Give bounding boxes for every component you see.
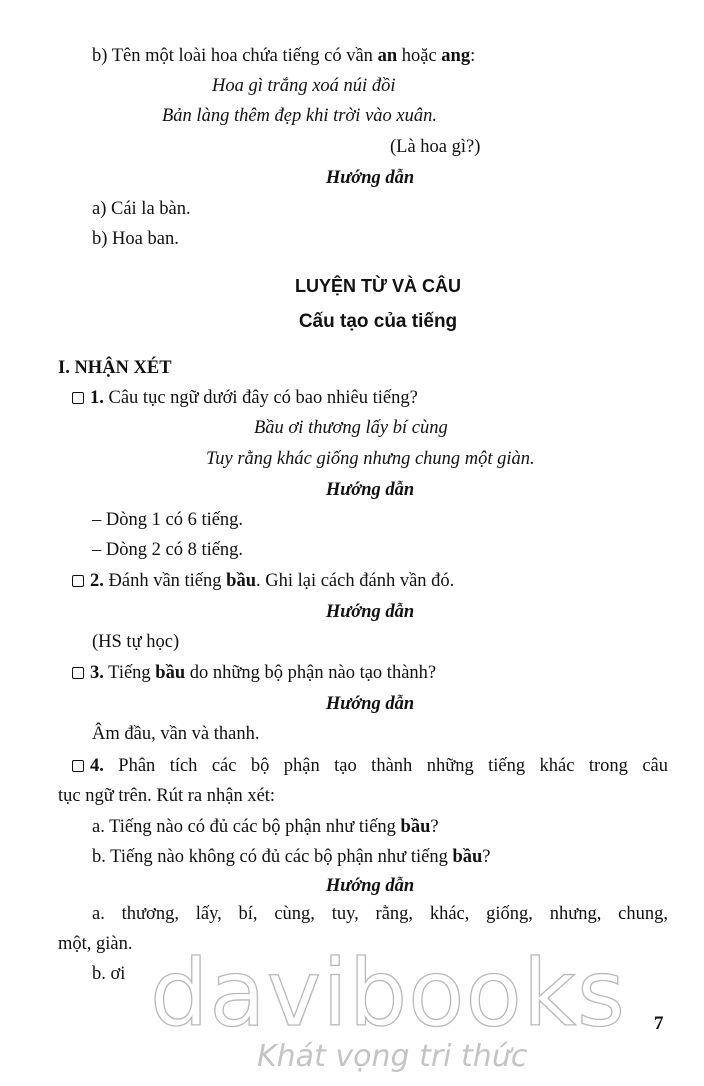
checkbox-icon	[72, 667, 84, 679]
q4-answer-a-line-1: a. thương, lấy, bí, cùng, tuy, rằng, khác, giống, nhưng, chung,	[92, 904, 668, 924]
checkbox-icon	[72, 575, 84, 587]
guide-heading: Hướng dẫn	[325, 694, 415, 714]
watermark-brand: davibooks	[150, 940, 626, 1047]
riddle-line-2: Bản làng thêm đẹp khi trời vào xuân.	[162, 106, 437, 126]
q1-answer-line-2: – Dòng 2 có 8 tiếng.	[92, 540, 244, 560]
answer-b: b) Hoa ban.	[92, 229, 179, 249]
riddle-line-1: Hoa gì trắng xoá núi đồi	[212, 76, 396, 96]
watermark-tagline: Khát vọng tri thức	[257, 1039, 528, 1074]
question-4-line-1: 4. Phân tích các bộ phận tạo thành những tiếng khác trong câu	[72, 754, 668, 778]
q2-answer: (HS tự học)	[92, 632, 180, 652]
verse-line-2: Tuy rằng khác giống nhưng chung một giàn.	[206, 449, 535, 469]
q3-answer: Âm đầu, vần và thanh.	[92, 724, 260, 744]
question-3: 3. Tiếng bầu do những bộ phận nào tạo thành?	[72, 661, 436, 685]
guide-heading: Hướng dẫn	[325, 602, 415, 622]
question-4-line-2: tục ngữ trên. Rút ra nhận xét:	[58, 786, 276, 806]
part-heading: I. NHẬN XÉT	[58, 358, 172, 378]
q1-answer-line-1: – Dòng 1 có 6 tiếng.	[92, 510, 244, 530]
question-4b: b. Tiếng nào không có đủ các bộ phận như tiếng bầu?	[92, 847, 491, 867]
q4-answer-a-line-2: một, giàn.	[58, 934, 133, 954]
question-2: 2. Đánh vần tiếng bầu. Ghi lại cách đánh vần đó.	[72, 569, 454, 593]
guide-heading: Hướng dẫn	[325, 480, 415, 500]
q4-answer-b: b. ơi	[92, 964, 126, 984]
section-title: LUYỆN TỪ VÀ CÂU	[295, 276, 461, 296]
section-subtitle: Cấu tạo của tiếng	[298, 311, 458, 332]
guide-heading: Hướng dẫn	[325, 168, 415, 188]
guide-heading: Hướng dẫn	[325, 876, 415, 896]
verse-line-1: Bầu ơi thương lấy bí cùng	[254, 418, 448, 438]
checkbox-icon	[72, 760, 84, 772]
question-4a: a. Tiếng nào có đủ các bộ phận như tiếng bầu?	[92, 817, 439, 837]
answer-a: a) Cái la bàn.	[92, 199, 191, 219]
riddle-question: (Là hoa gì?)	[390, 137, 481, 157]
exercise-b-prompt: b) Tên một loài hoa chứa tiếng có vần an hoặc ang:	[92, 46, 476, 66]
page-number: 7	[654, 1013, 664, 1034]
question-1: 1. Câu tục ngữ dưới đây có bao nhiêu tiếng?	[72, 386, 418, 410]
checkbox-icon	[72, 392, 84, 404]
